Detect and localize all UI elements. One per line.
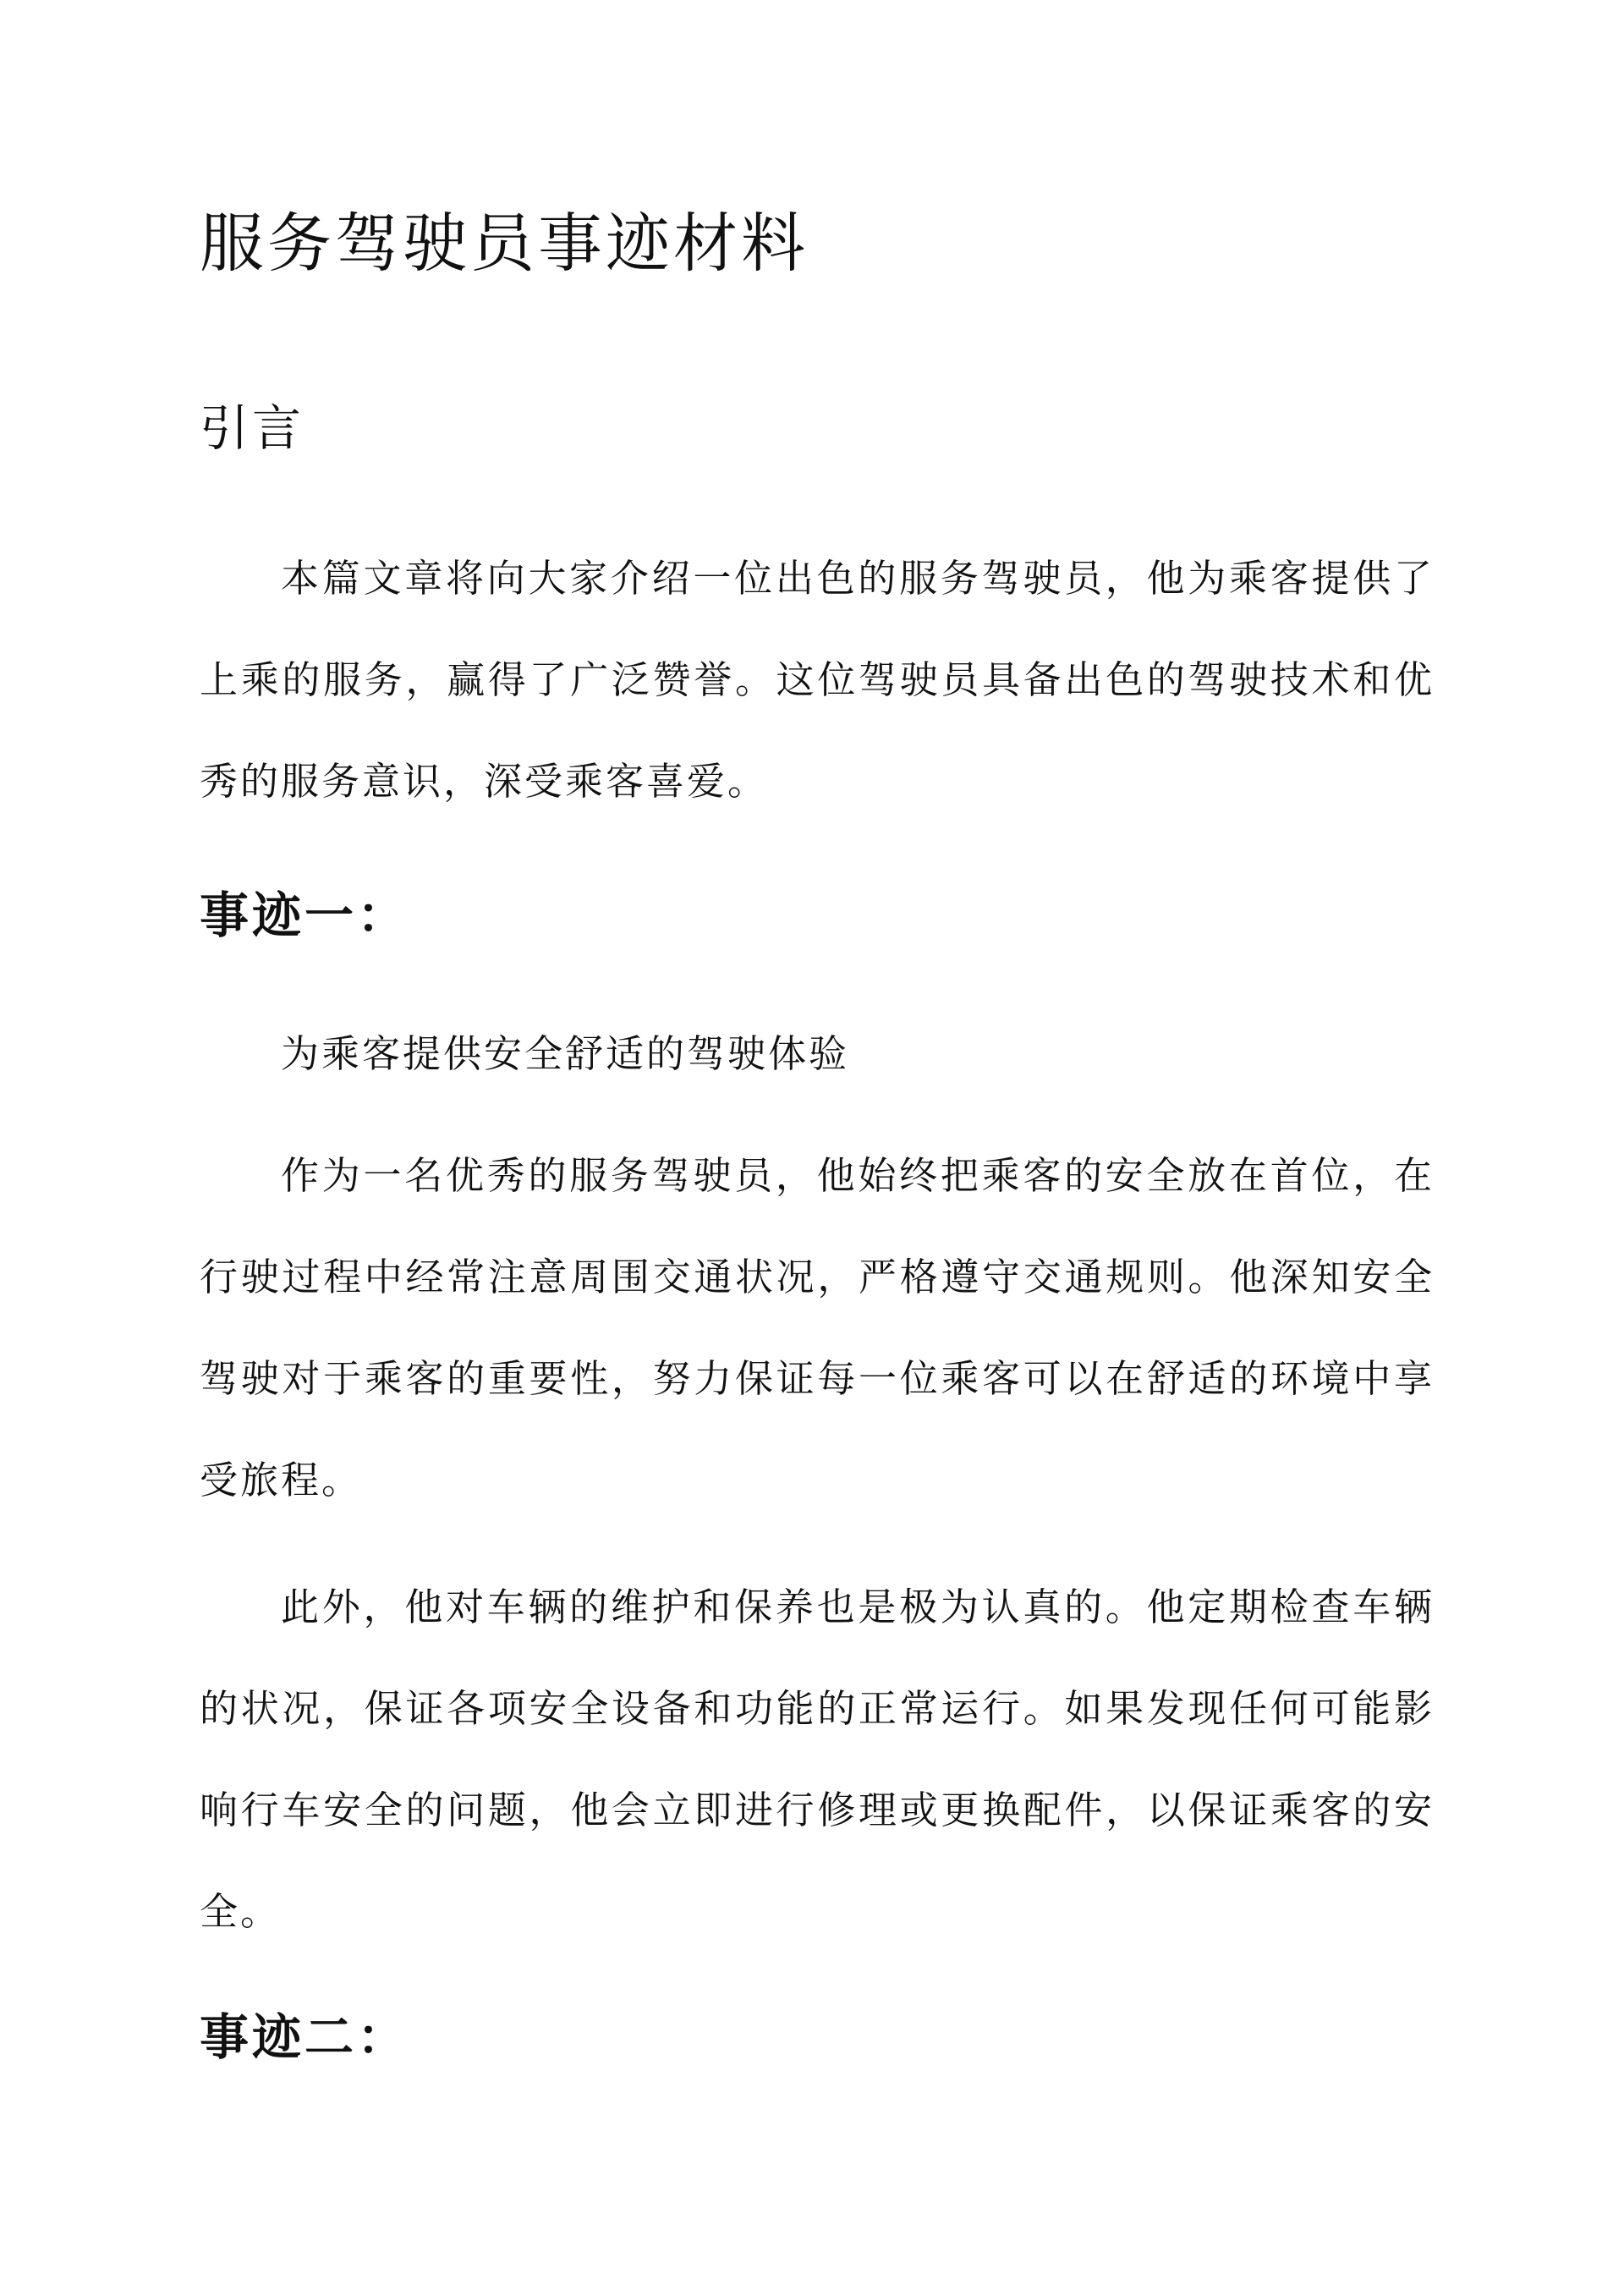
- deed-two-heading: 事迹二：: [200, 2008, 410, 2066]
- intro-heading: 引言: [200, 399, 305, 457]
- deed-one-heading: 事迹一：: [200, 887, 410, 944]
- intro-paragraph: 本篇文章将向大家介绍一位出色的服务驾驶员，他为乘客提供了上乘的服务，赢得了广泛赞誉。这位驾驶员具备出色的驾驶技术和优秀的服务意识，深受乘客喜爱。: [200, 556, 1435, 804]
- deed-one-paragraph-2: 此外，他对车辆的维护和保养也是极为认真的。他定期检查车辆的状况，保证各项安全设备和功能的正常运行。如果发现任何可能影响行车安全的问题，他会立即进行修理或更换配件，以保证乘客的安全。: [200, 1585, 1435, 1934]
- document-title: 服务驾驶员事迹材料: [200, 206, 809, 281]
- deed-one-paragraph-1: 作为一名优秀的服务驾驶员，他始终把乘客的安全放在首位，在行驶过程中经常注意周围交通状况，严格遵守交通规则。他深知安全驾驶对于乘客的重要性，努力保证每一位乘客可以在舒适的环境中享受旅程。: [200, 1153, 1435, 1502]
- deed-one-subtitle: 为乘客提供安全舒适的驾驶体验: [281, 1031, 850, 1076]
